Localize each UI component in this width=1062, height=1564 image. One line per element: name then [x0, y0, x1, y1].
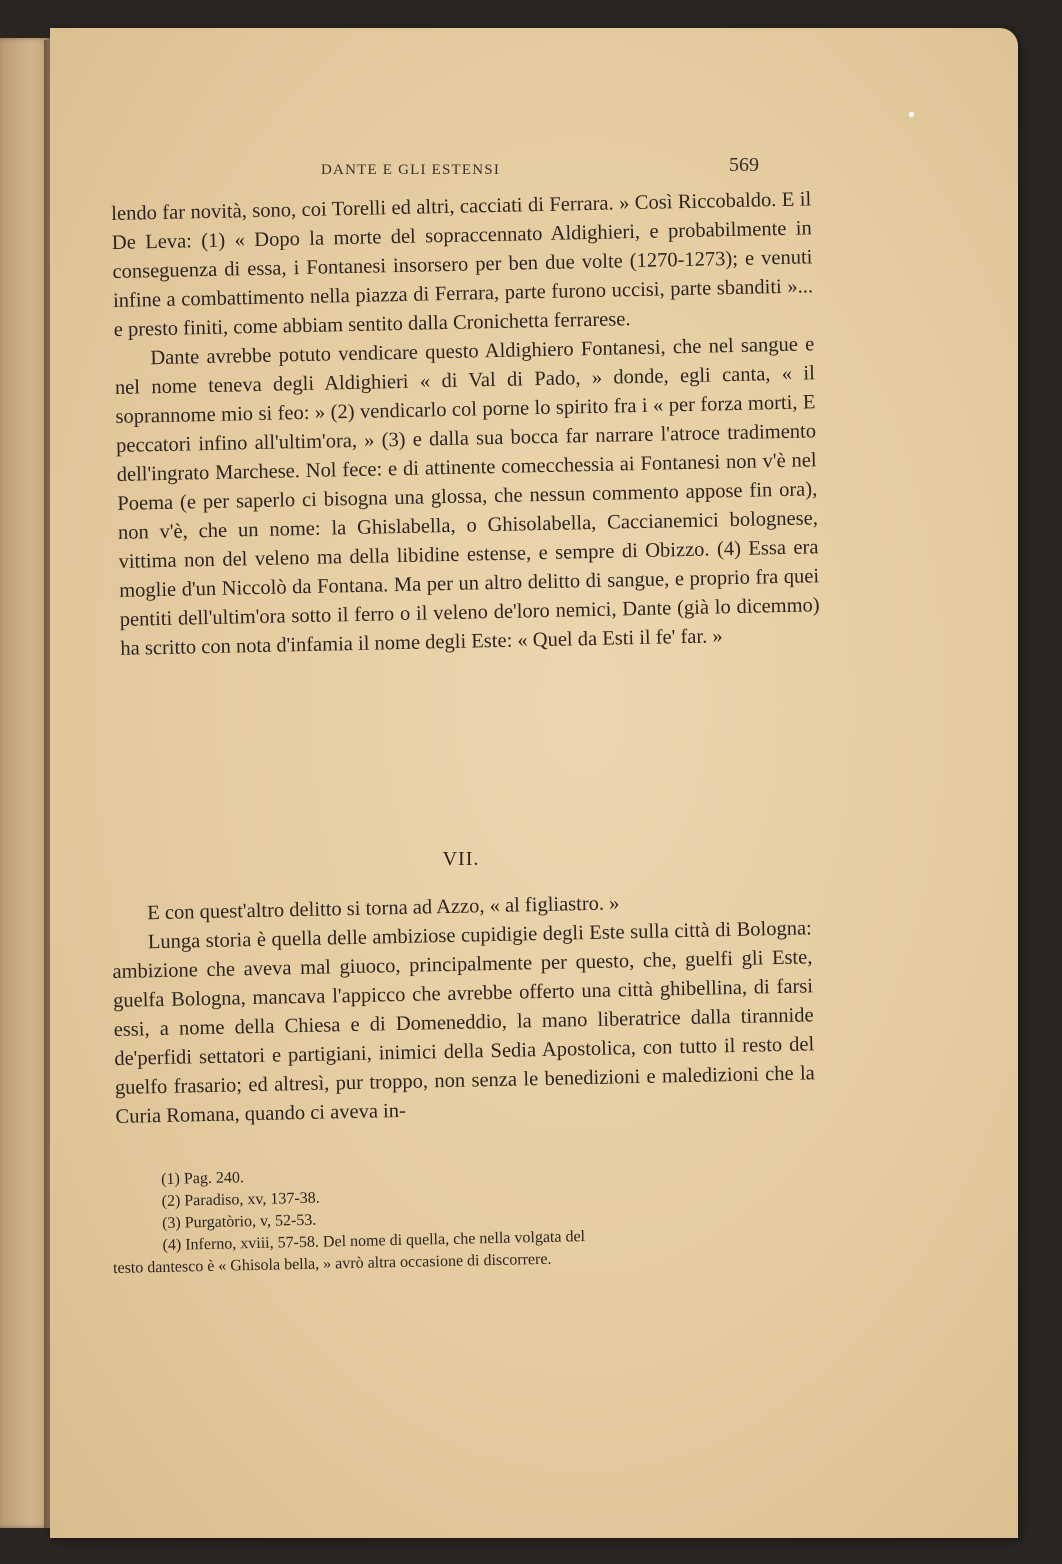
paper-speck	[909, 112, 914, 117]
footnote: (4) Inferno, xviii, 57-58. Del nome di quella, che nella volgata del	[162, 1228, 586, 1254]
footnote: (2) Paradiso, xv, 137-38.	[161, 1189, 320, 1210]
running-title: DANTE E GLI ESTENSI	[321, 162, 501, 178]
footnote: (3) Purgatòrio, v, 52-53.	[161, 1211, 317, 1232]
footnote-continuation: testo dantesco è « Ghisola bella, » avrò altra occasione di discorrere.	[112, 1250, 552, 1277]
body-text-section-vii	[111, 885, 816, 1132]
paragraph: E con quest'altro delitto si torna ad Azzo, « al figliastro. »	[147, 892, 620, 925]
paragraph: Dante avrebbe potuto vendicare questo Aldighiero Fontanesi, che nel sangue e nel nome teneva degli Aldighieri « di Val di Pado, » donde, egli canta, « il soprannome mio si feo: » (2) vendicarlo col porne lo spirito fra i « per forza morti, E peccatori infino all'ultim'ora, » (3) e dalla sua bocca far narrare l'atroce tradimento dell'ingrato Marchese. Nol fece: e di attinente comecchessia ai Fontanesi non v'è nel Poema (e per saperlo ci bisogna una glossa, che nessun commento appose fin ora), non v'è, che un nome: la Ghislabella, o Ghisolabella, Caccianemici bolognese, vittima non del veleno ma della libidine estense, e sempre di Obizzo. (4) Essa era moglie d'un Niccolò da Fontana. Ma per un altro delitto di sangue, e proprio fra quei pentiti dell'ultim'ora sotto il ferro o il veleno de'loro nemici, Dante (già lo dicemmo) ha scritto con nota d'infamia il nome degli Este: « Quel da Esti il fe' far. »	[114, 333, 820, 660]
paragraph: lendo far novità, sono, coi Torelli ed altri, cacciati di Ferrara. » Così Riccobaldo. E il De Leva: (1) « Dopo la morte del sopraccennato Aldighieri, e probabilmente in conseguenza di essa, i Fontanesi insorsero per ben due volte (1270-1273); e venuti infine a combattimento nella piazza di Ferrara, parte furono uccisi, parte sbanditi »... e presto finiti, come abbiam sentito dalla Cronichetta ferrarese.	[111, 188, 814, 341]
footnote: (1) Pag. 240.	[161, 1169, 245, 1188]
section-heading: VII.	[442, 848, 480, 870]
footnotes	[111, 1155, 813, 1280]
paragraph: Lunga storia è quella delle ambiziose cupidigie degli Este sulla città di Bologna: ambizione che aveva mal giuoco, principalmente per questo, che, guelfi gli Este, guelfa Bologna, mancava l'appicco che avrebbe offerto una città ghibellina, di farsi essi, a nome della Chiesa e di Domeneddio, la mano liberatrice dalla tirannide de'perfidi settatori e partigiani, inimici della Sedia Apostolica, con tutto il resto del guelfo frasario; ed altresì, pur troppo, non senza le benedizioni e maledizioni che la Curia Romana, quando ci aveva in-	[112, 917, 816, 1128]
facing-page-edge	[0, 38, 50, 1528]
body-text	[111, 185, 821, 664]
page-number: 569	[729, 154, 759, 176]
